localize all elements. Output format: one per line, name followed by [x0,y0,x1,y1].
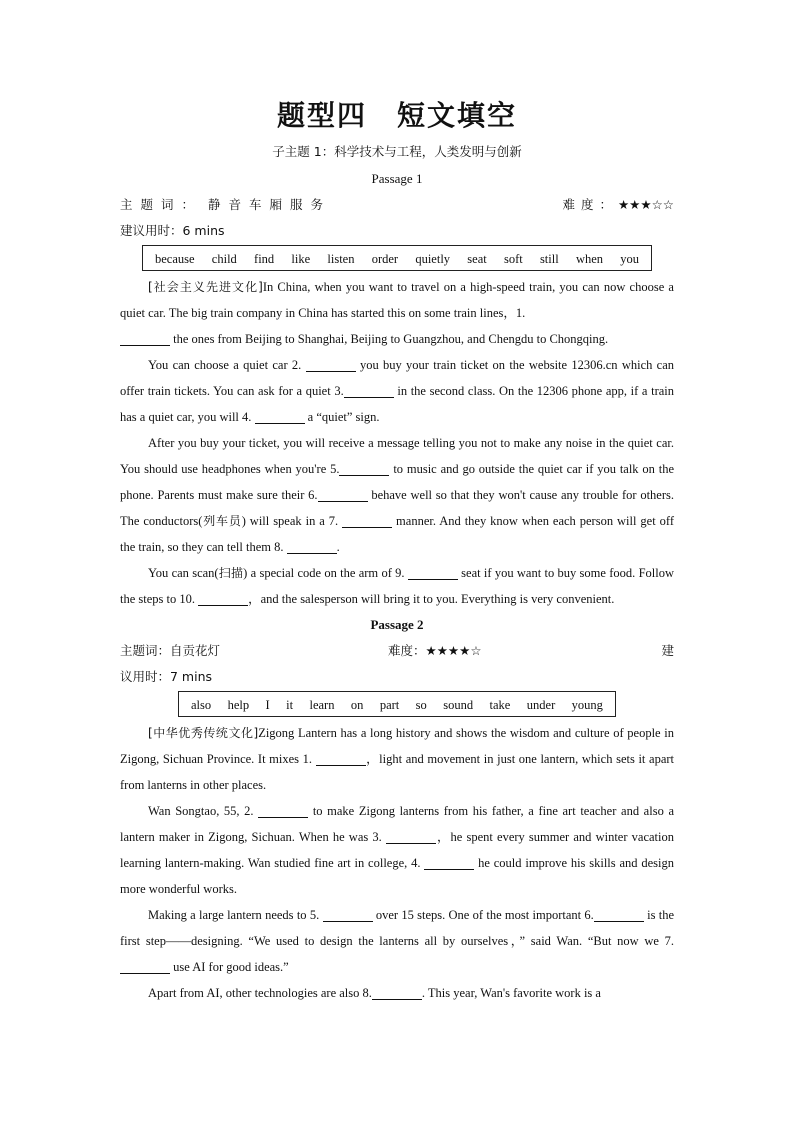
word-bank-item: you [620,252,639,266]
blank-8[interactable] [287,539,337,554]
word-bank-item: under [526,698,556,712]
passage2-topic: 主题词：自贡花灯 [120,643,221,658]
passage2-tag: [中华优秀传统文化] [148,726,259,740]
passage1-tag: [社会主义先进文化] [148,280,263,294]
passage1-meta [120,192,674,218]
passage1-paragraph-3: After you buy your ticket, you will receive a message telling you not to make any noise in the quiet car. You should use headphones when you're 5. to music and go outside the quiet car if you talk on the phone. Parents must make sure their 6. behave well so that they won't cause any trouble for others. The conductors(列车员) will speak in a 7. manner. And they know when each person will get off the train, so they can tell them 8. . [120,436,675,554]
word-bank-item: quietly [415,252,451,266]
passage2-time: 议用时：7 mins [120,669,213,684]
passage1-paragraph-1: [社会主义先进文化]In China, when you want to travel on a high-speed train, you can now choose a quiet car. The big train company in China has started this on some train lines，1. the ones from Beijing to Shanghai, Beijing to Guangzhou, and Chengdu to Chongqing. [120,280,674,346]
p2-blank-2[interactable] [258,803,308,818]
blank-4[interactable] [255,409,305,424]
blank-10[interactable] [198,591,248,606]
passage1-paragraph-4: You can scan(扫描) a special code on the arm of 9. seat if you want to buy some food. Follow the steps to 10. ，and the salesperson will bring it to you. Everything is very convenient. [120,566,675,606]
word-bank-item: young [571,698,603,712]
blank-1[interactable] [120,331,170,346]
passage2-meta [120,638,674,664]
passage1-difficulty-label: 难度： [562,197,618,212]
document-page [120,96,674,1006]
passage1-word-bank [142,245,652,271]
word-bank-item: like [291,252,311,266]
p2-blank-1[interactable] [316,751,366,766]
word-bank-item: I [265,698,270,712]
passage1-topic-value: 静音车厢服务 [208,197,332,212]
word-bank-item: when [575,252,604,266]
passage1-heading: Passage 1 [371,171,423,186]
passage2-word-bank [178,691,616,717]
word-bank-item: child [211,252,237,266]
word-bank-item: also [191,698,212,712]
passage2-paragraph-4: Apart from AI, other technologies are also 8. . This year, Wan's favorite work is a [148,986,601,1000]
p2-blank-3[interactable] [386,829,436,844]
passage2-time-start: 建 [661,643,674,658]
word-bank-item: it [286,698,294,712]
p2-blank-7[interactable] [120,959,170,974]
passage2-paragraph-3: Making a large lantern needs to 5. over 15 steps. One of the most important 6. is the first step——designing. “We used to design the lanterns all by ourselves，” said Wan. “But now we 7. use AI for good ideas.” [120,908,675,974]
word-bank-item: seat [467,252,487,266]
blank-2[interactable] [306,357,356,372]
p2-blank-6[interactable] [594,907,644,922]
passage1-topic-label: 主题词： [120,197,203,212]
word-bank-item: because [155,252,195,266]
word-bank-item: so [415,698,427,712]
word-bank-item: still [539,252,559,266]
word-bank-item: find [254,252,275,266]
word-bank-item: sound [443,698,474,712]
p2-blank-8[interactable] [372,985,422,1000]
blank-3[interactable] [344,383,394,398]
passage2-paragraph-2: Wan Songtao, 55, 2. to make Zigong lanterns from his father, a fine art teacher and also a lantern maker in Zigong, Sichuan. When he was 3. ，he spent every summer and winter vacation learning lantern-making. Wan studied fine art in college, 4. he could improve his skills and design more wonderful works. [120,804,674,896]
blank-9[interactable] [408,565,458,580]
passage1-difficulty-stars: ★★★☆☆ [617,197,674,212]
passage2-paragraph-1: [中华优秀传统文化]Zigong Lantern has a long history and shows the wisdom and culture of people in Zigong, Sichuan Province. It mixes 1. ，light and movement in just one lantern, which sets it apart from lanterns in other places. [120,726,674,792]
page-title: 题型四 短文填空 [276,99,517,132]
p2-blank-5[interactable] [323,907,373,922]
word-bank-item: soft [503,252,523,266]
p2-blank-4[interactable] [424,855,474,870]
word-bank-item: help [227,698,250,712]
passage1-time: 建议用时：6 mins [120,223,225,238]
passage2-heading: Passage 2 [370,617,424,632]
blank-7[interactable] [342,513,392,528]
passage1-paragraph-2: You can choose a quiet car 2. you buy your train ticket on the website 12306.cn which can offer train tickets. You can ask for a quiet 3. in the second class. On the 12306 phone app, if a train has a quiet car, you will 4. a “quiet” sign. [120,358,675,424]
passage2-difficulty: 难度：★★★★☆ [388,643,482,658]
blank-6[interactable] [318,487,368,502]
word-bank-item: part [379,698,400,712]
word-bank-item: order [371,252,399,266]
word-bank-item: listen [327,252,355,266]
word-bank-item: on [350,698,364,712]
blank-5[interactable] [339,461,389,476]
word-bank-item: take [489,698,511,712]
word-bank-item: learn [309,698,335,712]
subtitle: 子主题 1：科学技术与工程，人类发明与创新 [272,144,522,159]
